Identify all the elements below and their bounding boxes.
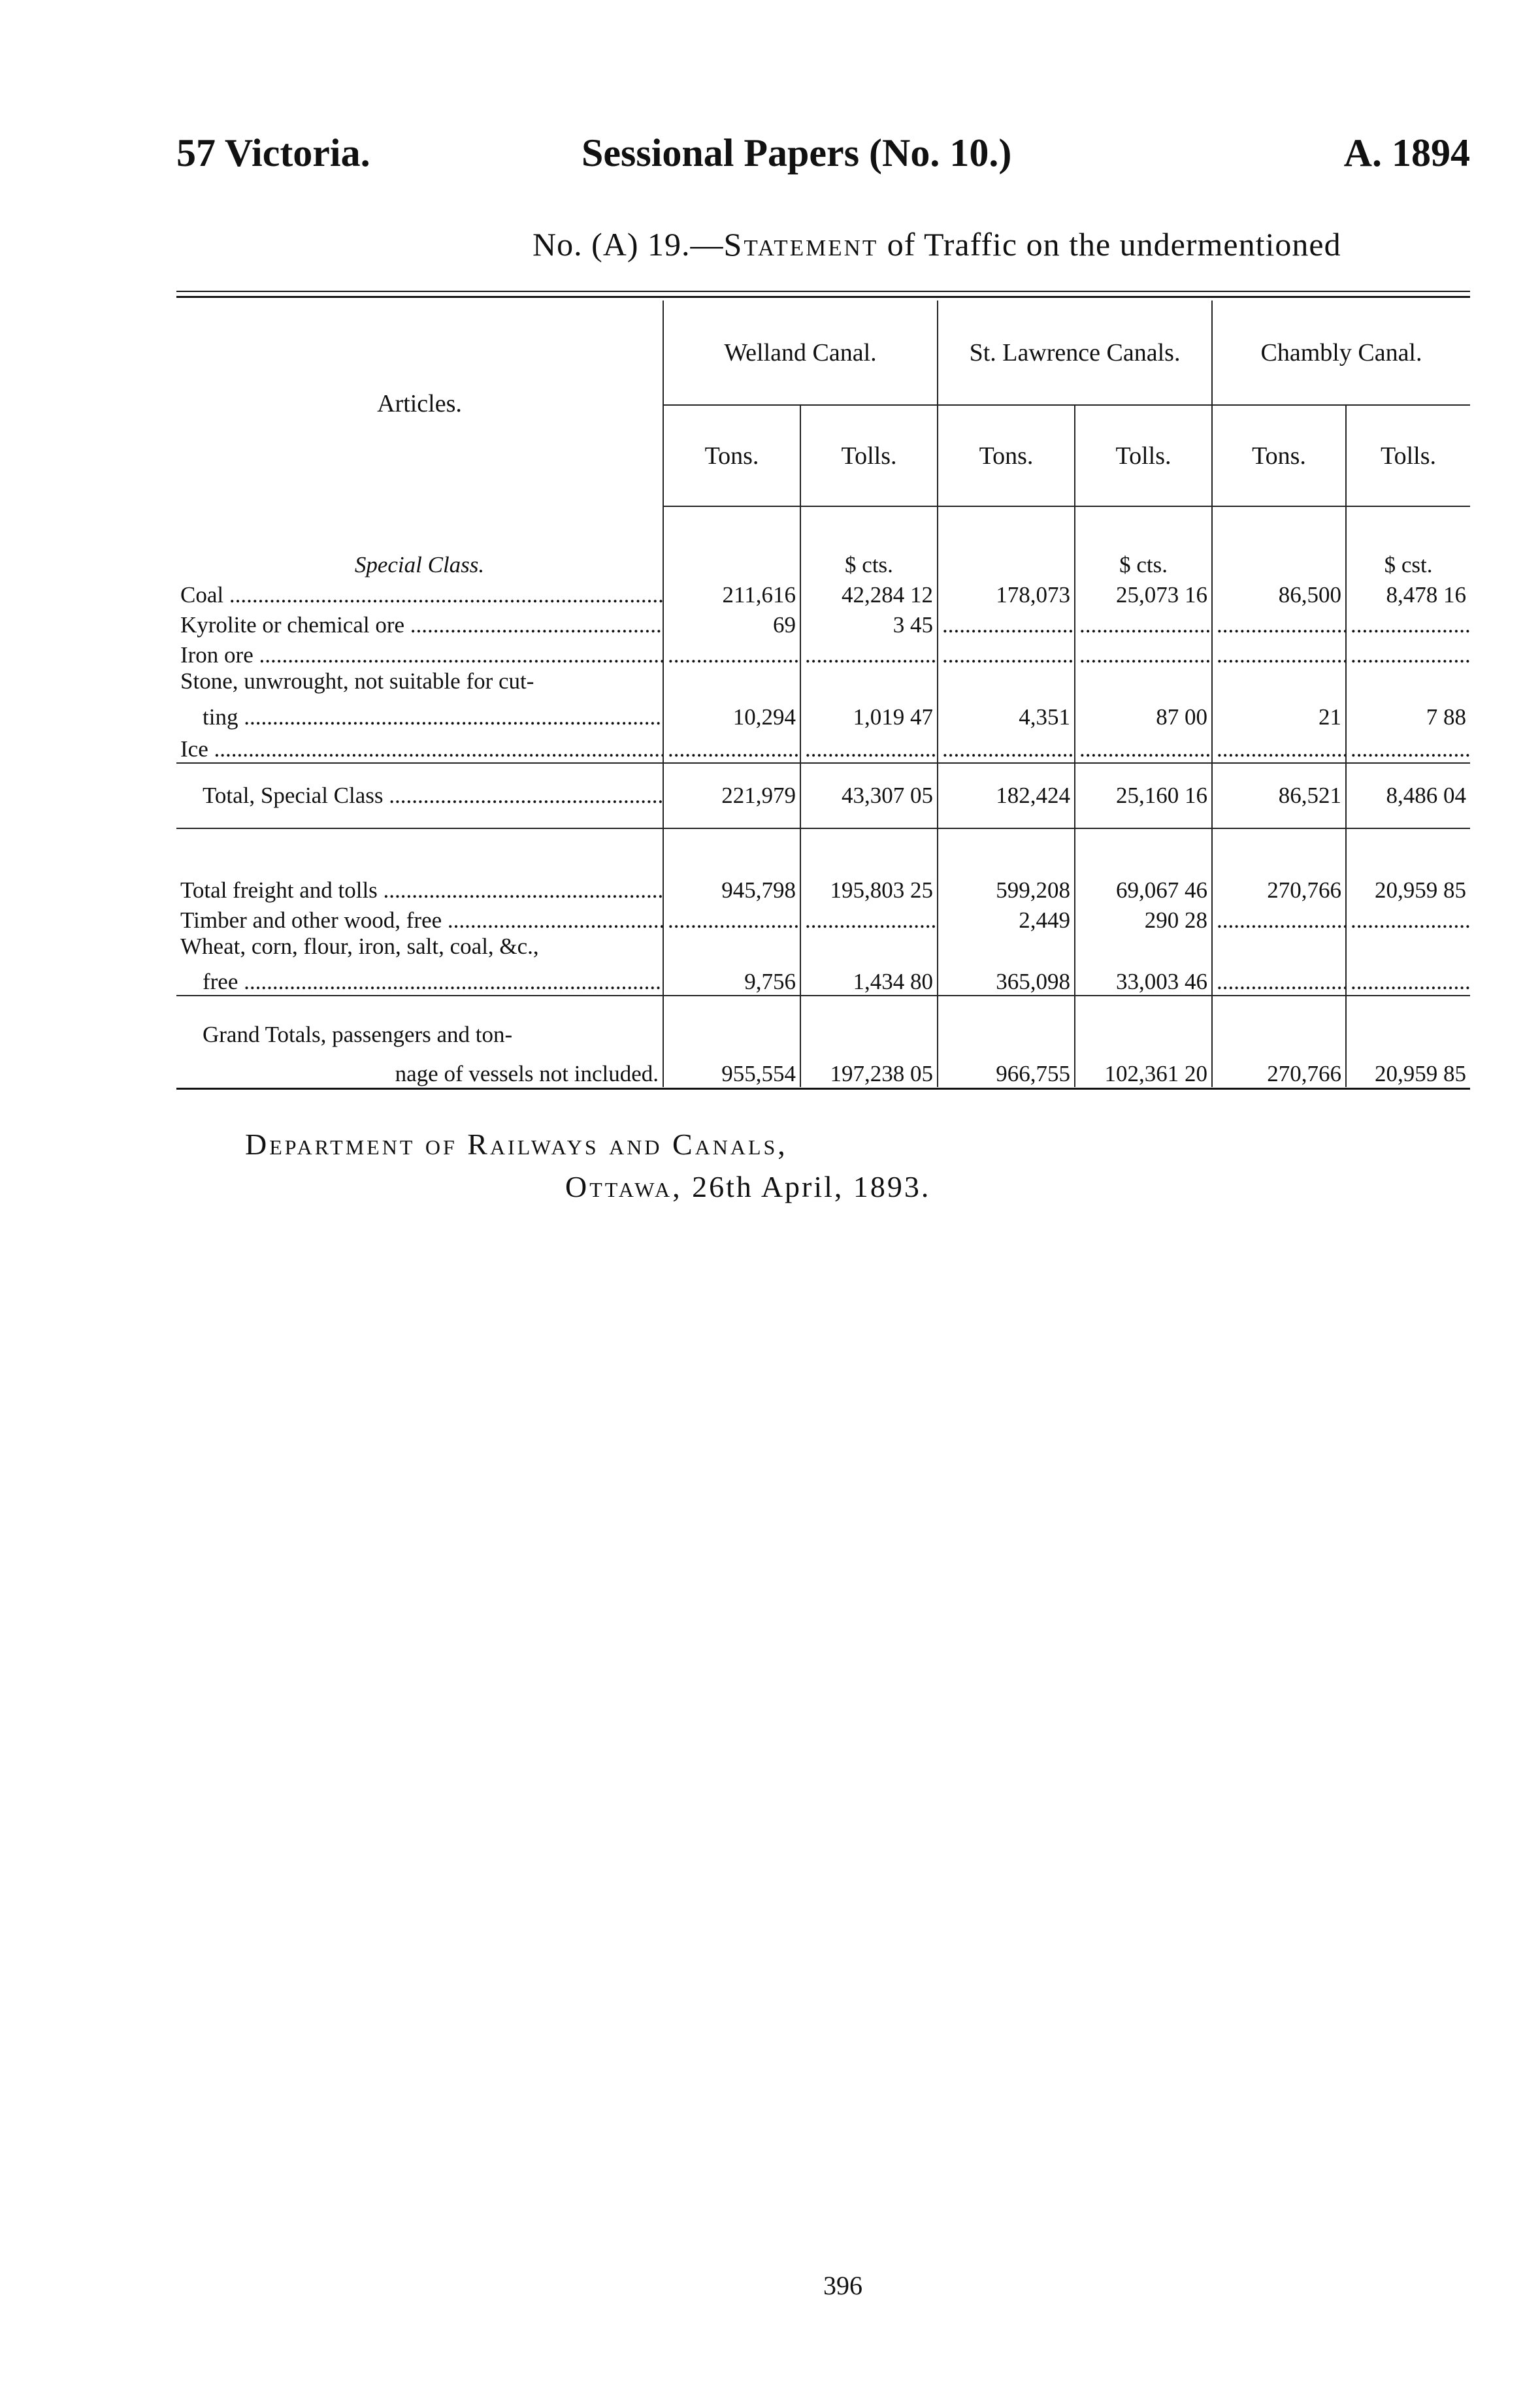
cell: 270,766 (1212, 1048, 1346, 1087)
cell (938, 608, 1075, 638)
cell: 211,616 (663, 578, 800, 608)
cell (1075, 730, 1212, 763)
cell (1075, 608, 1212, 638)
caption-rest: of Traffic on the undermentioned (878, 226, 1341, 263)
cell: 43,307 05 (800, 763, 938, 828)
table-row (176, 668, 1470, 694)
top-rule-1 (176, 291, 1470, 292)
footer-date (565, 1169, 930, 1204)
sub-header: Tolls. (800, 405, 938, 506)
cell: 20,959 85 (1346, 828, 1470, 903)
cell: 197,238 05 (800, 1048, 938, 1087)
cell: 86,521 (1212, 763, 1346, 828)
cell: 182,424 (938, 763, 1075, 828)
row-label: Stone, unwrought, not suitable for cut- (176, 668, 663, 694)
cell: 955,554 (663, 1048, 800, 1087)
cell (938, 730, 1075, 763)
cell: 102,361 20 (1075, 1048, 1212, 1087)
cell (663, 638, 800, 668)
table-row (176, 638, 1470, 668)
cell: 2,449 (938, 903, 1075, 934)
canal-header-chambly: Chambly Canal. (1212, 301, 1470, 405)
row-label: Grand Totals, passengers and ton- (176, 996, 663, 1048)
section-label: Special Class. (176, 506, 663, 578)
cell: 599,208 (938, 828, 1075, 903)
cell: 945,798 (663, 828, 800, 903)
row-label-continued: nage of vessels not included. (176, 1048, 663, 1087)
cell: 42,284 12 (800, 578, 938, 608)
cell: 69,067 46 (1075, 828, 1212, 903)
cell: 69 (663, 608, 800, 638)
row-label: Iron ore ..... (176, 638, 663, 668)
cell: 178,073 (938, 578, 1075, 608)
traffic-table (176, 301, 1470, 1087)
sub-header: Tons. (1212, 405, 1346, 506)
row-label: Total, Special Class ..... (176, 763, 663, 828)
cell: 290 28 (1075, 903, 1212, 934)
sub-header: Tons. (663, 405, 800, 506)
row-label: Kyrolite or chemical ore ..... (176, 608, 663, 638)
cell: 365,098 (938, 960, 1075, 996)
cell (1075, 638, 1212, 668)
cell (1212, 638, 1346, 668)
articles-header-label: Articles. (377, 389, 462, 417)
cell (938, 638, 1075, 668)
top-rule-2 (176, 296, 1470, 298)
cell: 4,351 (938, 694, 1075, 730)
table-row (176, 694, 1470, 730)
canal-header-welland: Welland Canal. (663, 301, 938, 405)
table-row (176, 903, 1470, 934)
cell: 25,073 16 (1075, 578, 1212, 608)
table-caption (532, 225, 1341, 263)
cell (800, 638, 938, 668)
cell: 966,755 (938, 1048, 1075, 1087)
cell: 1,434 80 (800, 960, 938, 996)
cell (1346, 960, 1470, 996)
row-label-continued: free ..... (176, 960, 663, 996)
sub-header: Tolls. (1346, 405, 1470, 506)
cell: 33,003 46 (1075, 960, 1212, 996)
cell: 221,979 (663, 763, 800, 828)
cell (663, 730, 800, 763)
row-label: Ice ..... (176, 730, 663, 763)
bottom-rule (176, 1088, 1470, 1090)
cell (1212, 960, 1346, 996)
cell: 3 45 (800, 608, 938, 638)
section-row (176, 506, 1470, 578)
cell (800, 903, 938, 934)
grand-total-row (176, 1048, 1470, 1087)
footer-department: Department of Railways and Canals, (245, 1128, 788, 1161)
row-label: Wheat, corn, flour, iron, salt, coal, &c., (176, 934, 663, 960)
row-label: Timber and other wood, free ..... (176, 903, 663, 934)
header-left: 57 Victoria. (176, 131, 370, 174)
row-label-continued: ting ..... (176, 694, 663, 730)
header-center: Sessional Papers (No. 10.) (582, 131, 1012, 174)
cell: 270,766 (1212, 828, 1346, 903)
cell: 1,019 47 (800, 694, 938, 730)
cell: 20,959 85 (1375, 1061, 1467, 1086)
caption-statement: Statement (723, 226, 879, 263)
cell: 195,803 25 (800, 828, 938, 903)
cell (1346, 730, 1470, 763)
page-number: 396 (823, 2271, 862, 2300)
cell: 10,294 (663, 694, 800, 730)
grand-total-row (176, 996, 1470, 1048)
footer-date-text: 26th April, 1893. (682, 1170, 931, 1203)
cell (1212, 730, 1346, 763)
cell (1346, 608, 1470, 638)
canal-header-st-lawrence: St. Lawrence Canals. (938, 301, 1212, 405)
cell: 21 (1212, 694, 1346, 730)
cell: 9,756 (663, 960, 800, 996)
cell (1212, 608, 1346, 638)
table-row (176, 730, 1470, 763)
currency-unit: $ cts. (1075, 506, 1212, 578)
table-row (176, 828, 1470, 903)
running-head (176, 131, 1470, 183)
cell: 87 00 (1075, 694, 1212, 730)
cell: 25,160 16 (1075, 763, 1212, 828)
cell (1346, 903, 1470, 934)
table-row (176, 578, 1470, 608)
currency-unit: $ cts. (800, 506, 938, 578)
row-label: Total freight and tolls ..... (176, 828, 663, 903)
cell: 8,486 04 (1346, 763, 1470, 828)
sub-header: Tolls. (1075, 405, 1212, 506)
row-label: Coal ..... (176, 578, 663, 608)
cell: 86,500 (1212, 578, 1346, 608)
sub-header: Tons. (938, 405, 1075, 506)
cell (1212, 903, 1346, 934)
caption-prefix: No. (A) 19.— (532, 226, 724, 263)
cell (663, 903, 800, 934)
currency-unit: $ cst. (1384, 552, 1433, 578)
total-special-row (176, 763, 1470, 828)
table-row (176, 934, 1470, 960)
articles-header (176, 301, 663, 506)
cell (800, 730, 938, 763)
cell (1346, 638, 1470, 668)
table-row (176, 608, 1470, 638)
cell: 7 88 (1426, 704, 1467, 730)
table-row (176, 960, 1470, 996)
header-right: A. 1894 (1343, 131, 1470, 174)
cell: 8,478 16 (1386, 582, 1467, 608)
header-row-canals (176, 301, 1470, 405)
footer-city: Ottawa, (565, 1170, 683, 1203)
